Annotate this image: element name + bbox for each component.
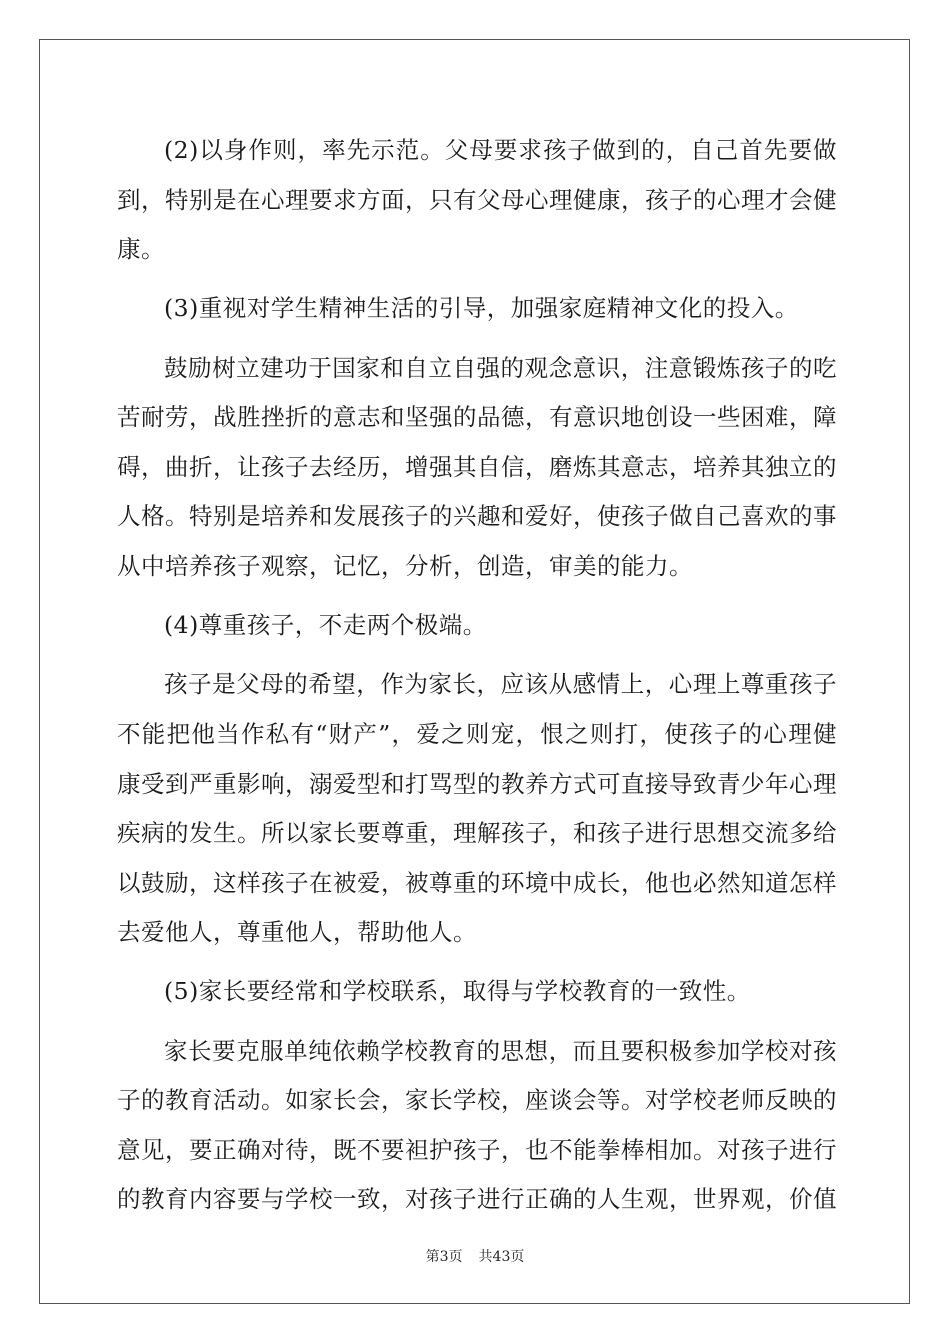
paragraph: (4)尊重孩子，不走两个极端。 (164, 611, 487, 640)
paragraph: 鼓励树立建功于国家和自立自强的观念意识，注意锻炼孩子的吃苦耐劳，战胜挫折的意志和坚强的品德，有意识地创设一些困难，障碍，曲折，让孩子去经历，增强其自信，磨炼其意志，培养其独立的人格。特别是培养和发展孩子的兴趣和爱好，使孩子做自己喜欢的事从中培养孩子观察，记忆，分析，创造，审美的能力。 (117, 353, 837, 580)
paragraph: 家长要克服单纯依赖学校教育的思想，而且要积极参加学校对孩子的教育活动。如家长会，家长学校，座谈会等。对学校老师反映的意见，要正确对待，既不要袒护孩子，也不能拳棒相加。对孩子进行的教育内容要与学校一致，对孩子进行正确的人生观，世界观，价值 (117, 1036, 837, 1214)
paragraph: (5)家长要经常和学校联系，取得与学校教育的一致性。 (164, 977, 751, 1006)
document-body (117, 126, 837, 1235)
paragraph: (2)以身作则，率先示范。父母要求孩子做到的，自己首先要做到，特别是在心理要求方面，只有父母心理健康，孩子的心理才会健康。 (117, 136, 837, 264)
paragraph: 孩子是父母的希望，作为家长，应该从感情上，心理上尊重孩子不能把他当作私有“财产”，爱之则宠，恨之则打，使孩子的心理健康受到严重影响，溺爱型和打骂型的教养方式可直接导致青少年心理疾病的发生。所以家长要尊重，理解孩子，和孩子进行思想交流多给以鼓励，这样孩子在被爱，被尊重的环境中成长，他也必然知道怎样去爱他人，尊重他人，帮助他人。 (117, 670, 837, 947)
paragraph: (3)重视对学生精神生活的引导，加强家庭精神文化的投入。 (164, 294, 799, 323)
page-footer (0, 1248, 950, 1266)
page-number-total: 共43页 (478, 1249, 525, 1265)
page-number-current: 第3页 (425, 1249, 463, 1265)
